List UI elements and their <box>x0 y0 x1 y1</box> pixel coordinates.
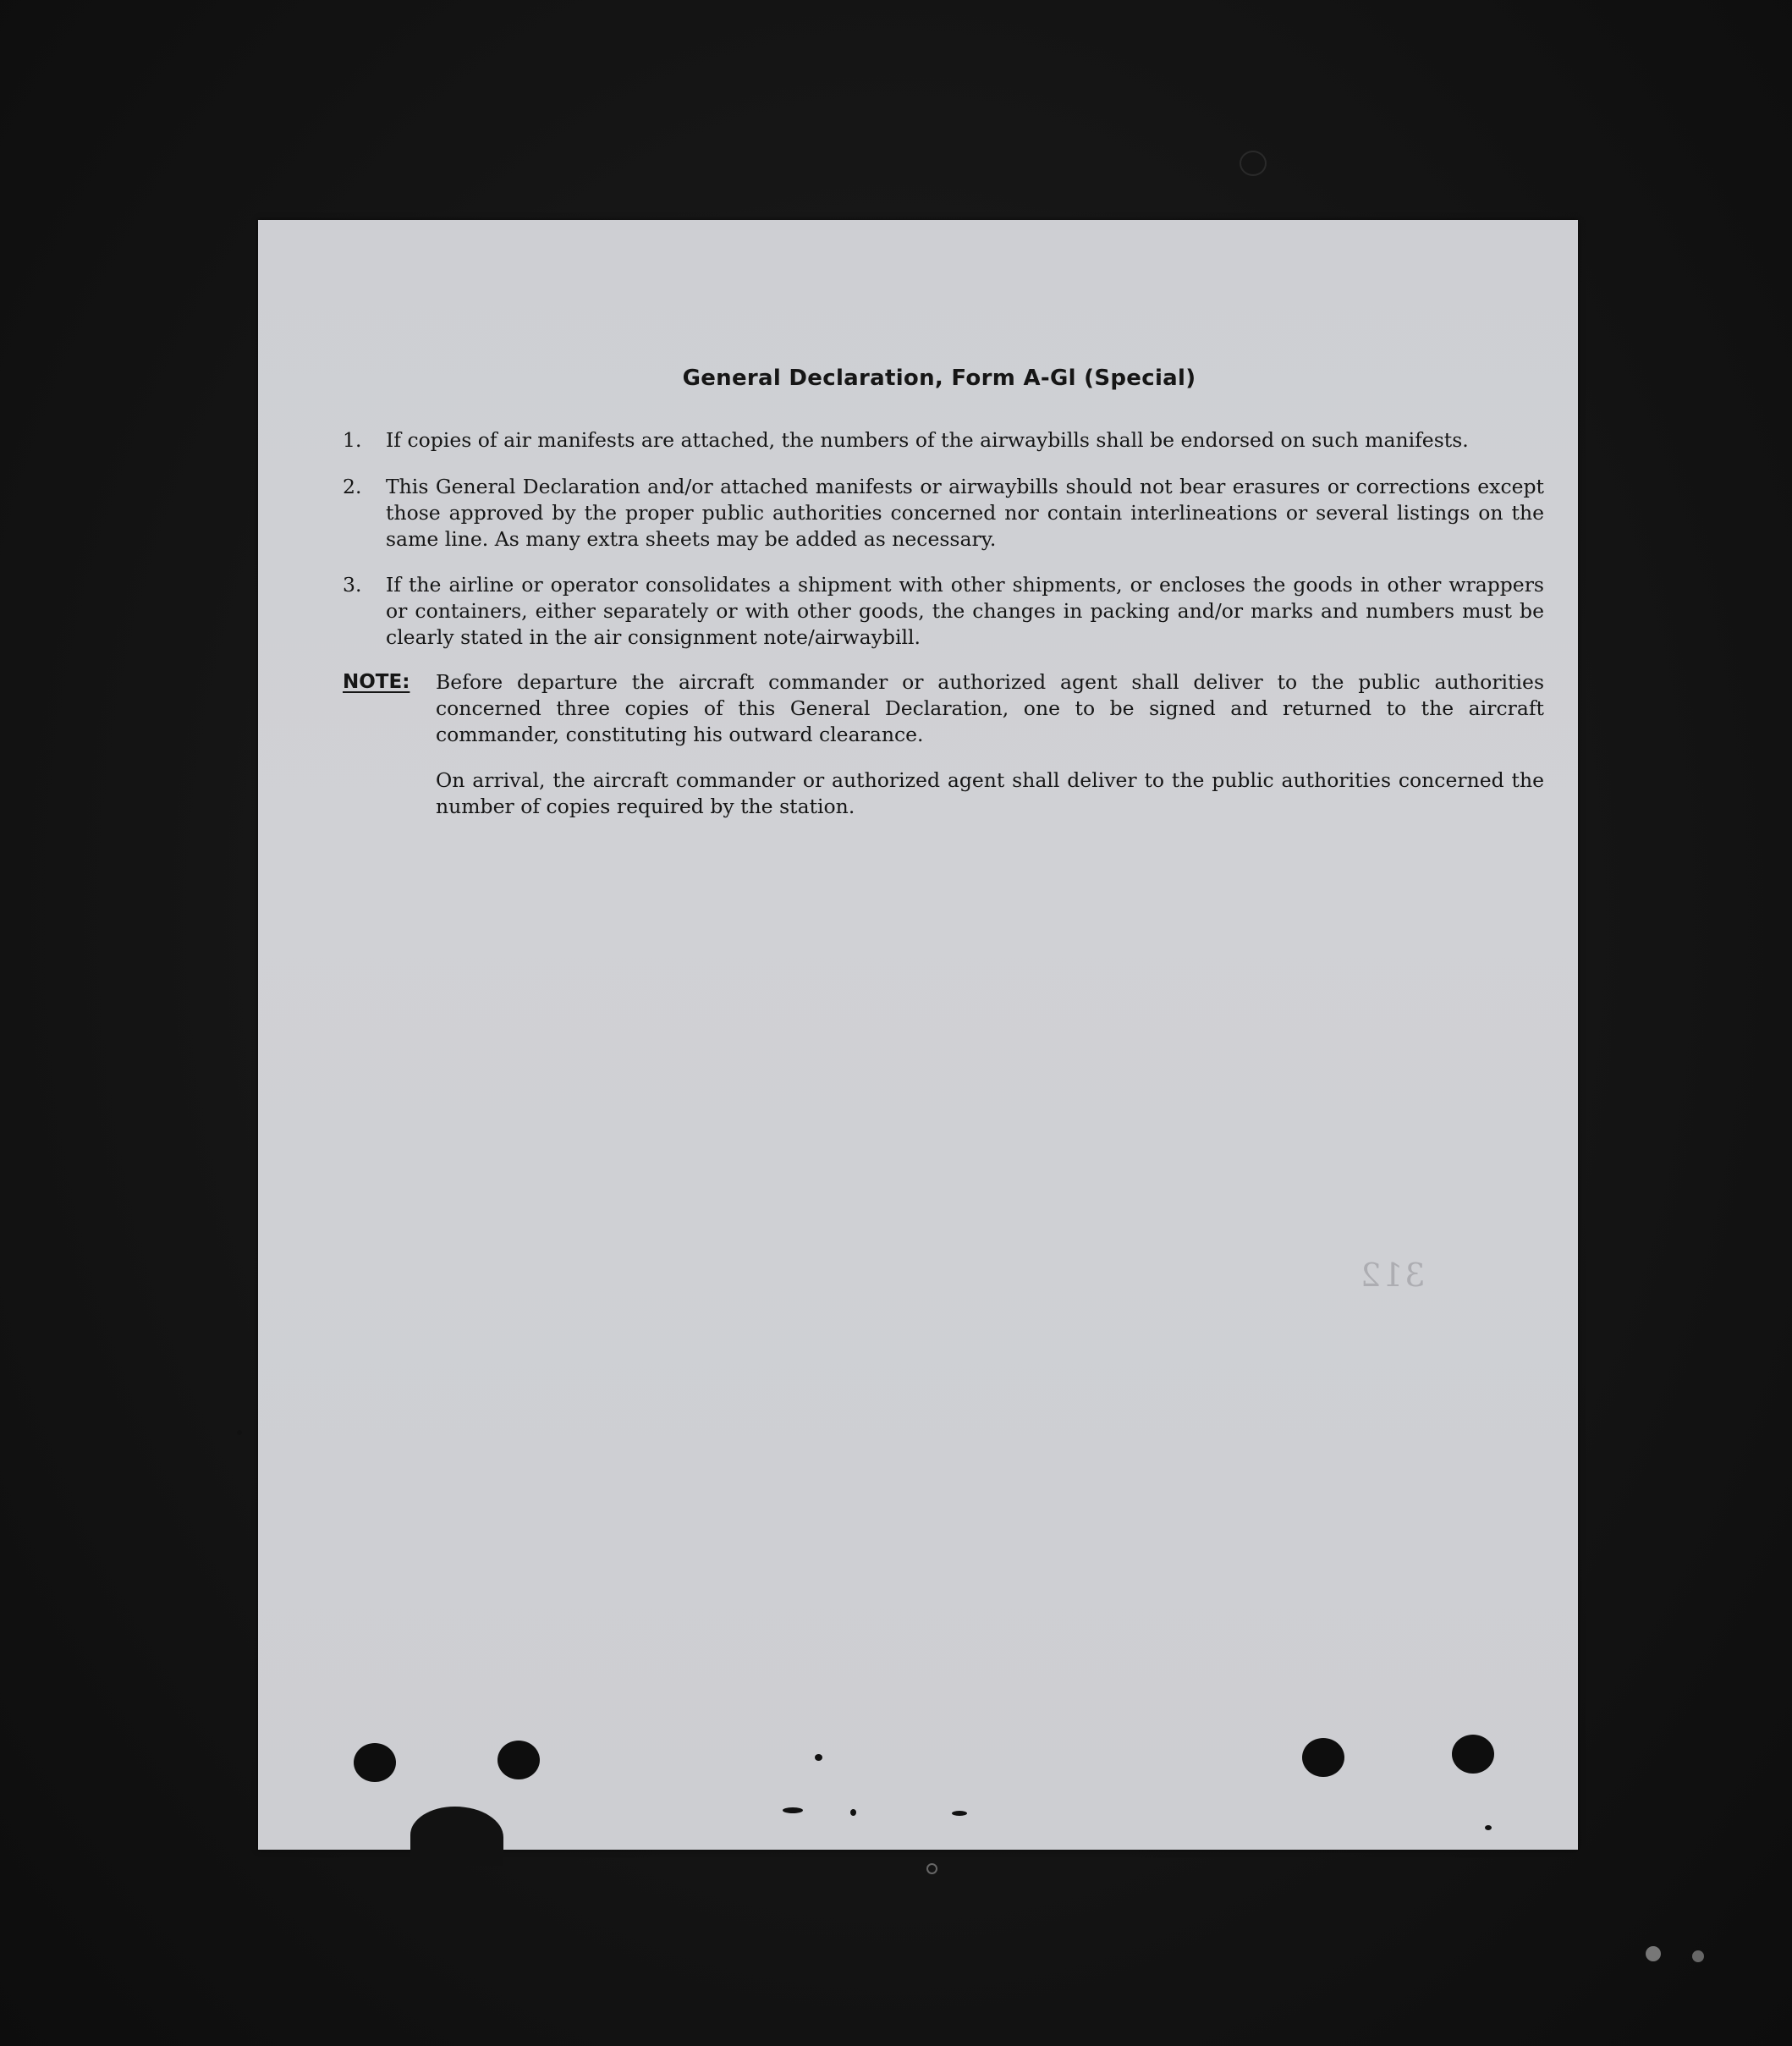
document-page <box>258 220 1578 1850</box>
punch-hole <box>354 1743 396 1782</box>
item-number: 1. <box>343 428 362 452</box>
speck <box>926 1863 937 1874</box>
ink-blot <box>410 1807 503 1866</box>
speck <box>1692 1950 1704 1962</box>
item-number: 2. <box>343 475 362 498</box>
speck <box>952 1811 967 1816</box>
item-number: 3. <box>343 573 362 597</box>
item-text: This General Declaration and/or attached manifests or airwaybills should not bear erasures or corrections except those approved by the proper public authorities concerned nor contain interlineations or several listings on the same line. As many extra sheets may be added as necessary. <box>386 475 1544 551</box>
item-text: If the airline or operator consolidates a shipment with other shipments, or encloses the goods in other wrappers or containers, either separately or with other goods, the changes in packing and/or marks and numbers must be clearly stated in the air consignment note/airwaybill. <box>386 573 1544 649</box>
speck <box>1485 1825 1492 1830</box>
arrival-paragraph: On arrival, the aircraft commander or authorized agent shall deliver to the public authorities concerned the number of copies required by the station. <box>436 768 1544 818</box>
speck <box>1646 1946 1661 1961</box>
speck <box>783 1807 803 1813</box>
speck <box>1240 151 1267 176</box>
speck <box>815 1754 822 1761</box>
speck <box>237 1430 242 1435</box>
note-label: NOTE: <box>343 671 410 693</box>
document-title: General Declaration, Form A-Gl (Special) <box>682 366 1196 391</box>
note-text: Before departure the aircraft commander or authorized agent shall deliver to the public authorities concerned three copies of this General Declaration, one to be signed and returned to the aircraft commander, constituting his outward clearance. <box>436 670 1544 746</box>
bleed-through-mark: 312 <box>1359 1257 1426 1294</box>
punch-hole <box>497 1741 540 1779</box>
item-text: If copies of air manifests are attached, the numbers of the airwaybills shall be endorsed on such manifests. <box>386 428 1469 452</box>
punch-hole <box>1452 1735 1494 1774</box>
speck <box>850 1809 856 1816</box>
punch-hole <box>1302 1738 1344 1777</box>
